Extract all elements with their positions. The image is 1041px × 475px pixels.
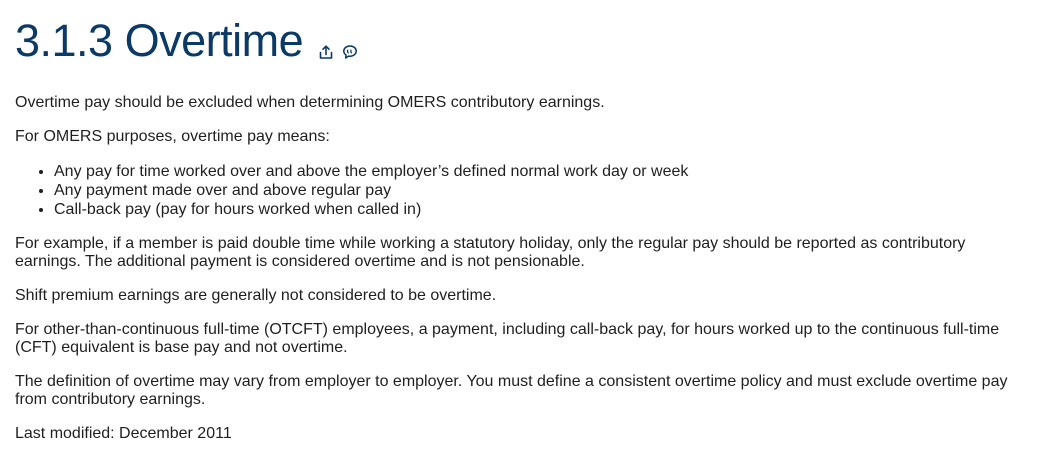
article-body — [15, 94, 1031, 443]
shift-premium-paragraph: Shift premium earnings are generally not considered to be overtime. — [15, 287, 497, 304]
feedback-icon[interactable] — [341, 43, 359, 61]
example-paragraph: For example, if a member is paid double time while working a statutory holiday, only the regular pay should be reported as contributory earnings. The additional payment is considered overtime and is not pensionable. — [15, 235, 966, 270]
definition-paragraph: The definition of overtime may vary from employer to employer. You must define a consistent overtime policy and must exclude overtime pay from contributory earnings. — [15, 373, 1008, 408]
list-item: • Any pay for time worked over and above the employer’s defined normal work day or week — [54, 162, 1031, 181]
intro-paragraph: Overtime pay should be excluded when determining OMERS contributory earnings. — [15, 94, 605, 111]
page-title: 3.1.3 Overtime — [15, 15, 304, 66]
otcft-paragraph: For other-than-continuous full-time (OTCFT) employees, a payment, including call-back pay, for hours worked up to the continuous full-time (CFT) equivalent is base pay and not overtime. — [15, 321, 1000, 356]
list-item: • Any payment made over and above regular pay — [54, 181, 1031, 200]
overtime-definition-list — [15, 162, 1031, 219]
share-icon[interactable] — [317, 43, 335, 61]
page — [0, 6, 1041, 475]
last-modified: Last modified: December 2011 — [15, 425, 232, 442]
list-lead-paragraph: For OMERS purposes, overtime pay means: — [15, 128, 330, 145]
title-actions — [317, 43, 359, 61]
title-row — [15, 6, 1031, 66]
list-item: • Call-back pay (pay for hours worked when called in) — [54, 200, 1031, 219]
